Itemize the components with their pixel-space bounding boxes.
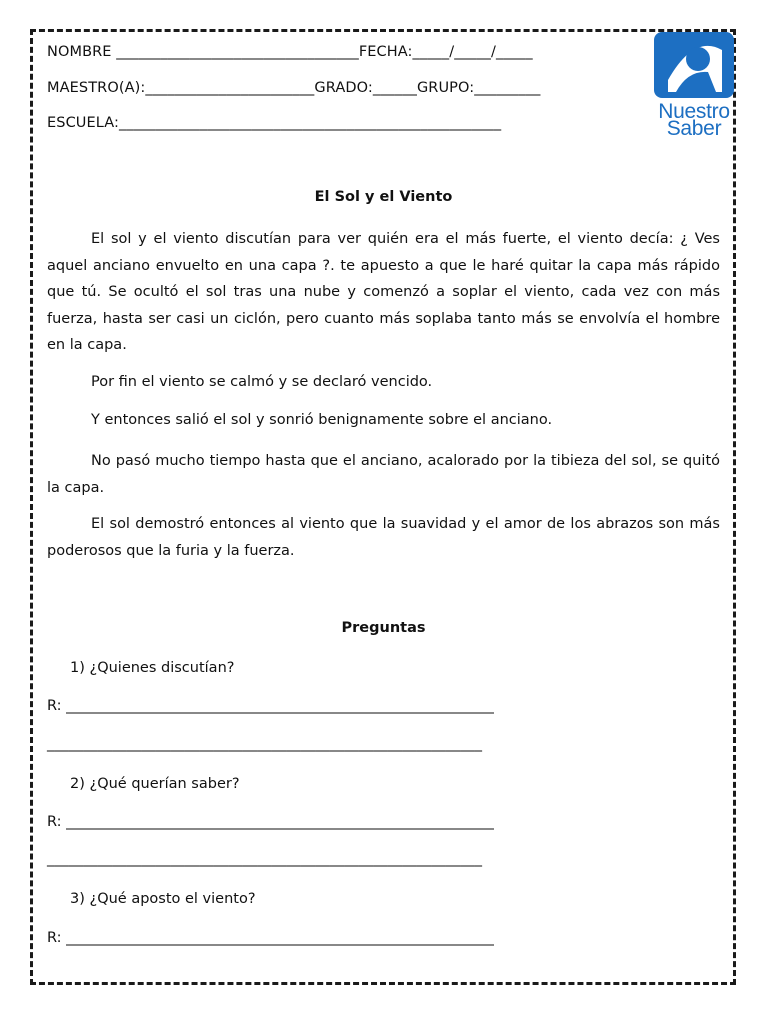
story-paragraph-3: Y entonces salió el sol y sonrió benignamente sobre el anciano.	[91, 412, 553, 428]
answer-line-1[interactable]: R: ___________________________________________________________	[47, 698, 494, 714]
page-border	[30, 29, 736, 985]
questions-title: Preguntas	[341, 620, 426, 636]
name-date-line[interactable]: NOMBRE _________________________________FECHA:_____/_____/_____	[47, 44, 533, 60]
nuestro-saber-logo-icon	[654, 32, 734, 98]
question-3: 3) ¿Qué aposto el viento?	[70, 891, 256, 907]
answer-line-3[interactable]: R: ___________________________________________________________	[47, 930, 494, 946]
nuestro-saber-logo	[650, 30, 738, 140]
story-paragraph-5: El sol demostró entonces al viento que la suavidad y el amor de los abrazos son más poderosos que la furia y la fuerza.	[47, 516, 720, 559]
question-2: 2) ¿Qué querían saber?	[70, 776, 240, 792]
story-title: El Sol y el Viento	[314, 189, 453, 205]
school-line[interactable]: ESCUELA:____________________________________________________	[47, 115, 502, 131]
story-paragraph-2: Por fin el viento se calmó y se declaró vencido.	[91, 374, 433, 390]
story-paragraph-4: No pasó mucho tiempo hasta que el anciano, acalorado por la tibieza del sol, se quitó la capa.	[47, 453, 720, 496]
answer-line-2-extra[interactable]: ____________________________________________________________	[47, 851, 482, 867]
answer-line-1-extra[interactable]: ____________________________________________________________	[47, 736, 482, 752]
logo-word-nuestro: Nuestro	[658, 100, 730, 123]
logo-word-saber: Saber	[666, 117, 722, 140]
story-paragraph-1: El sol y el viento discutían para ver quién era el más fuerte, el viento decía: ¿ Ves aquel anciano envuelto en una capa ?. te apuesto a que le haré quitar la capa más rápido que tú. Se ocultó el sol tras una nube y comenzó a soplar el viento, cada vez con más fuerza, hasta ser casi un ciclón, pero cuanto más soplaba tanto más se envolvía el hombre en la capa.	[47, 231, 720, 353]
answer-line-2[interactable]: R: ___________________________________________________________	[47, 814, 494, 830]
question-1: 1) ¿Quienes discutían?	[70, 660, 235, 676]
teacher-grade-group-line[interactable]: MAESTRO(A):_______________________GRADO:______GRUPO:_________	[47, 80, 541, 96]
